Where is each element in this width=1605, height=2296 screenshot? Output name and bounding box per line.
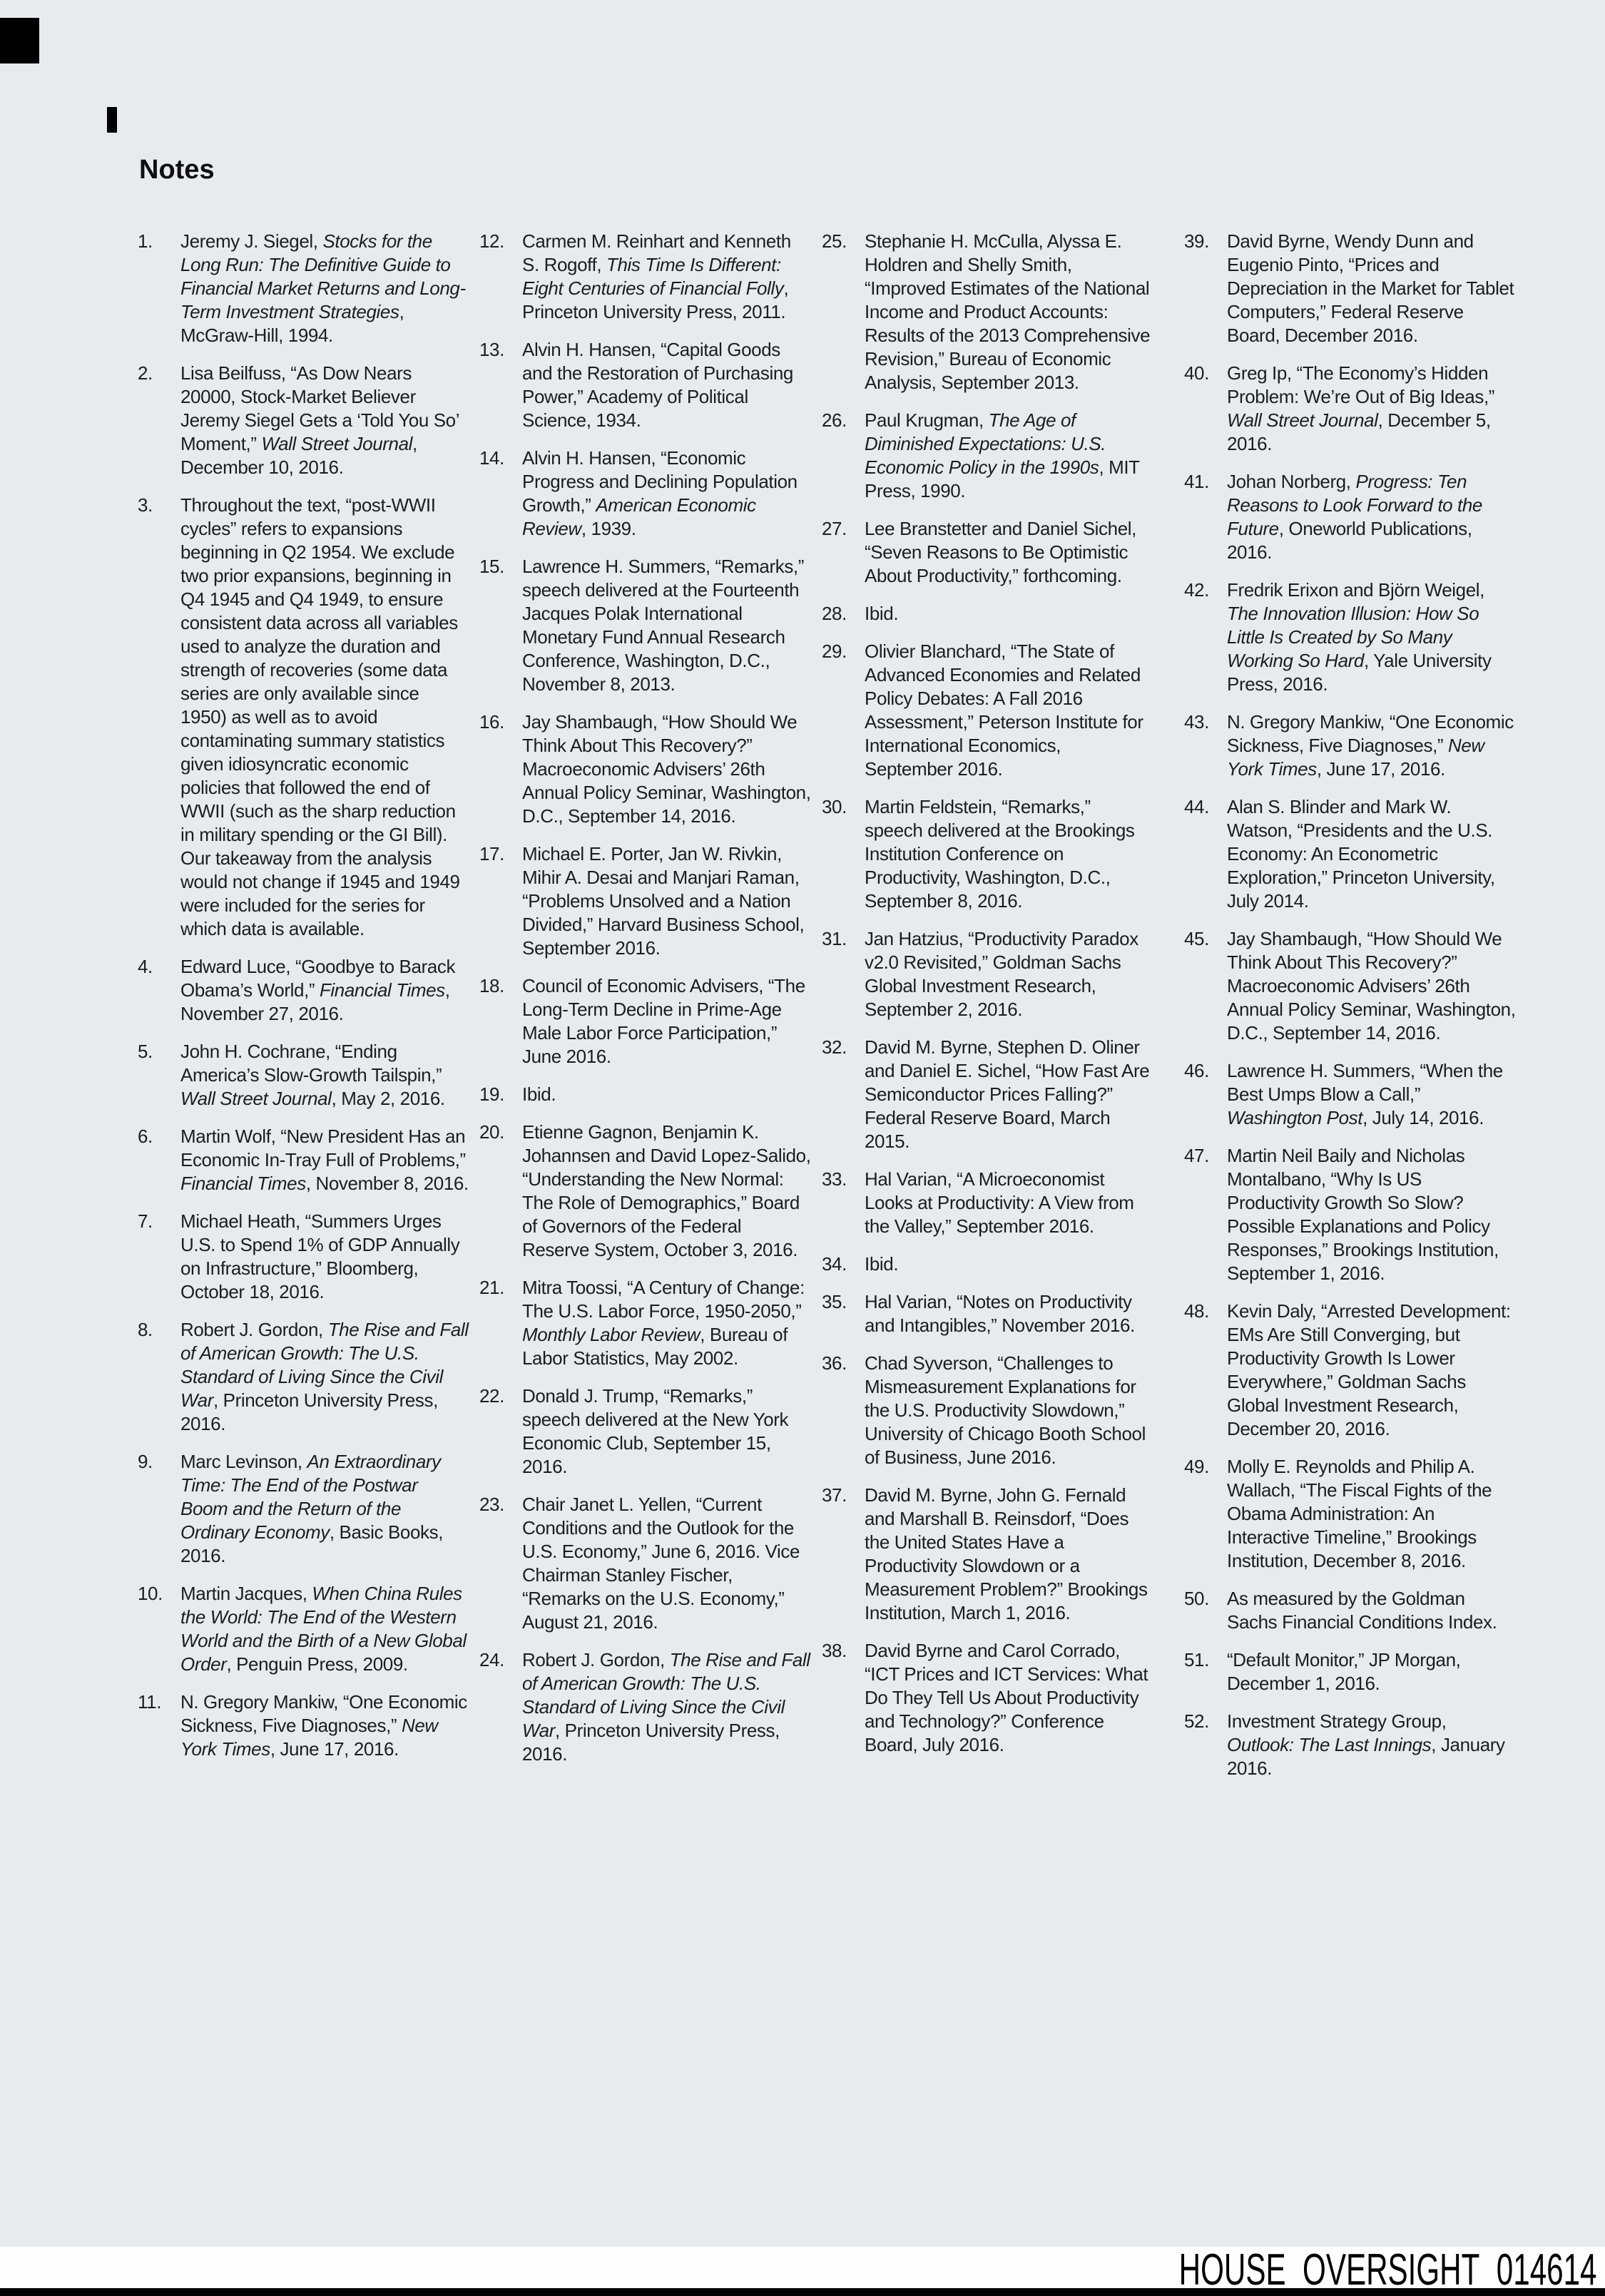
note-number: 25. — [822, 230, 847, 252]
note-item — [1184, 470, 1519, 564]
note-item — [138, 230, 473, 347]
note-item — [822, 409, 1157, 503]
note-item — [138, 955, 473, 1026]
note-text: Jan Hatzius, “Productivity Paradox v2.0 Revisited,” Goldman Sachs Global Investment Research, September 2, 2016. — [865, 928, 1138, 1020]
note-text: As measured by the Goldman Sachs Financial Conditions Index. — [1227, 1588, 1497, 1633]
note-item — [1184, 795, 1519, 913]
note-number: 14. — [479, 447, 504, 469]
note-number: 20. — [479, 1121, 504, 1143]
note-text: Stephanie H. McCulla, Alyssa E. Holdren and Shelly Smith, “Improved Estimates of the National Income and Product Accounts: Results of the 2013 Comprehensive Revision,” Bureau of Economic Analysis, September 2013. — [865, 230, 1151, 393]
note-number: 4. — [138, 956, 153, 977]
note-text: Fredrik Erixon and Björn Weigel, The Innovation Illusion: How So Little Is Created by So Many Working So Hard, Yale University Press, 2016. — [1227, 579, 1492, 695]
note-item — [1184, 1300, 1519, 1441]
note-item — [1184, 1144, 1519, 1285]
note-text: Martin Wolf, “New President Has an Economic In-Tray Full of Problems,” Financial Times, November 8, 2016. — [180, 1126, 469, 1194]
note-number: 40. — [1184, 362, 1209, 384]
note-text: Donald J. Trump, “Remarks,” speech delivered at the New York Economic Club, September 15, 2016. — [522, 1385, 789, 1477]
note-text: Alvin H. Hansen, “Economic Progress and Declining Population Growth,” American Economic Review, 1939. — [522, 447, 798, 539]
note-item — [138, 1690, 473, 1761]
note-item — [479, 1276, 815, 1370]
note-number: 35. — [822, 1291, 847, 1312]
note-item — [1184, 1710, 1519, 1780]
note-text: Lisa Beilfuss, “As Dow Nears 20000, Stock-Market Believer Jeremy Siegel Gets a ‘Told You So’ Moment,” Wall Street Journal, December 10, 2016. — [180, 362, 459, 478]
note-number: 44. — [1184, 796, 1209, 817]
note-text: Michael E. Porter, Jan W. Rivkin, Mihir A. Desai and Manjari Raman, “Problems Unsolved and a Nation Divided,” Harvard Business School, September 2016. — [522, 843, 805, 959]
note-number: 11. — [138, 1691, 162, 1713]
note-text: Investment Strategy Group, Outlook: The Last Innings, January 2016. — [1227, 1710, 1505, 1779]
note-text: Hal Varian, “A Microeconomist Looks at Productivity: A View from the Valley,” September 2016. — [865, 1168, 1134, 1237]
note-number: 32. — [822, 1036, 847, 1058]
document-id: HOUSE_OVERSIGHT_014614 — [1178, 2245, 1596, 2295]
note-number: 16. — [479, 711, 504, 733]
note-number: 33. — [822, 1168, 847, 1190]
note-item — [822, 230, 1157, 394]
note-item — [1184, 1648, 1519, 1695]
note-text: Greg Ip, “The Economy’s Hidden Problem: We’re Out of Big Ideas,” Wall Street Journal, December 5, 2016. — [1227, 362, 1495, 454]
note-text: David Byrne and Carol Corrado, “ICT Prices and ICT Services: What Do They Tell Us About Productivity and Technology?” Conference Board, July 2016. — [865, 1640, 1148, 1755]
note-number: 34. — [822, 1253, 847, 1275]
note-text: “Default Monitor,” JP Morgan, December 1, 2016. — [1227, 1649, 1461, 1694]
note-number: 10. — [138, 1583, 163, 1604]
note-item — [479, 974, 815, 1068]
note-item — [822, 795, 1157, 913]
note-number: 26. — [822, 409, 847, 431]
note-item — [479, 1648, 815, 1766]
note-number: 24. — [479, 1649, 504, 1670]
note-text: N. Gregory Mankiw, “One Economic Sickness, Five Diagnoses,” New York Times, June 17, 2016. — [180, 1691, 467, 1760]
note-number: 45. — [1184, 928, 1209, 949]
note-number: 39. — [1184, 230, 1209, 252]
note-item — [479, 1121, 815, 1262]
note-number: 27. — [822, 518, 847, 539]
note-number: 15. — [479, 556, 504, 577]
note-number: 1. — [138, 230, 153, 252]
note-number: 46. — [1184, 1060, 1209, 1081]
note-item — [822, 1352, 1157, 1469]
note-text: Michael Heath, “Summers Urges U.S. to Spend 1% of GDP Annually on Infrastructure,” Bloomberg, October 18, 2016. — [180, 1210, 460, 1302]
note-text: Alan S. Blinder and Mark W. Watson, “Presidents and the U.S. Economy: An Econometric Exploration,” Princeton University, July 2014. — [1227, 796, 1495, 912]
note-item — [822, 927, 1157, 1021]
note-number: 42. — [1184, 579, 1209, 601]
note-item — [479, 1384, 815, 1479]
note-text: Jay Shambaugh, “How Should We Think About This Recovery?” Macroeconomic Advisers’ 26th Annual Policy Seminar, Washington, D.C., September 14, 2016. — [1227, 928, 1516, 1044]
note-text: Council of Economic Advisers, “The Long-Term Decline in Prime-Age Male Labor Force Participation,” June 2016. — [522, 975, 805, 1067]
note-item — [1184, 1455, 1519, 1573]
note-number: 41. — [1184, 471, 1209, 492]
note-item — [138, 1582, 473, 1676]
note-text: Throughout the text, “post-WWII cycles” refers to expansions beginning in Q2 1954. We exclude two prior expansions, beginning in Q4 1945 and Q4 1949, to ensure consistent data across all variables used to analyze the duration and strength of recoveries (some data series are only available since 1950) as well as to avoid contaminating summary statistics given idiosyncratic economic policies that followed the end of WWII (such as the sharp reduction in military spending or the GI Bill). Our takeaway from the analysis would not change if 1945 and 1949 were included for the series for which data is available. — [180, 494, 460, 939]
note-text: Carmen M. Reinhart and Kenneth S. Rogoff, This Time Is Different: Eight Centuries of Financial Folly, Princeton University Press, 2011. — [522, 230, 791, 322]
note-number: 2. — [138, 362, 153, 384]
note-number: 50. — [1184, 1588, 1209, 1609]
note-item — [479, 1083, 815, 1106]
note-item — [1184, 230, 1519, 347]
note-item — [138, 1210, 473, 1304]
note-item — [822, 1639, 1157, 1757]
note-item — [479, 1493, 815, 1634]
note-number: 36. — [822, 1352, 847, 1374]
note-text: Edward Luce, “Goodbye to Barack Obama’s World,” Financial Times, November 27, 2016. — [180, 956, 456, 1024]
note-number: 31. — [822, 928, 847, 949]
note-item — [1184, 710, 1519, 781]
note-number: 18. — [479, 975, 504, 996]
note-text: Paul Krugman, The Age of Diminished Expectations: U.S. Economic Policy in the 1990s, MIT Press, 1990. — [865, 409, 1140, 501]
note-item — [479, 447, 815, 541]
note-number: 6. — [138, 1126, 153, 1147]
note-item — [1184, 362, 1519, 456]
note-item — [138, 362, 473, 479]
note-text: Kevin Daly, “Arrested Development: EMs Are Still Converging, but Productivity Growth Is Lower Everywhere,” Goldman Sachs Global Investment Research, December 20, 2016. — [1227, 1300, 1511, 1439]
notes-column-2 — [479, 230, 815, 1780]
note-text: Jay Shambaugh, “How Should We Think About This Recovery?” Macroeconomic Advisers’ 26th Annual Policy Seminar, Washington, D.C., September 14, 2016. — [522, 711, 811, 827]
note-text: Martin Neil Baily and Nicholas Montalbano, “Why Is US Productivity Growth So Slow? Possible Explanations and Policy Responses,” Brookings Institution, September 1, 2016. — [1227, 1145, 1499, 1284]
note-number: 19. — [479, 1083, 504, 1105]
notes-column-4 — [1184, 230, 1519, 1795]
note-number: 9. — [138, 1451, 153, 1472]
note-item — [138, 1125, 473, 1195]
page-title: Notes — [139, 155, 215, 185]
note-text: Martin Feldstein, “Remarks,” speech delivered at the Brookings Institution Conference on Productivity, Washington, D.C., September 8, 2016. — [865, 796, 1135, 912]
note-number: 5. — [138, 1041, 153, 1062]
note-text: Ibid. — [522, 1083, 556, 1105]
note-number: 51. — [1184, 1649, 1209, 1670]
note-number: 49. — [1184, 1456, 1209, 1477]
note-number: 37. — [822, 1484, 847, 1506]
note-item — [479, 555, 815, 696]
note-number: 22. — [479, 1385, 504, 1407]
note-item — [822, 640, 1157, 781]
note-item — [479, 230, 815, 324]
scan-artifact-mark — [0, 18, 39, 63]
note-text: Robert J. Gordon, The Rise and Fall of American Growth: The U.S. Standard of Living Since the Civil War, Princeton University Press, 2016. — [180, 1319, 469, 1434]
note-text: Robert J. Gordon, The Rise and Fall of American Growth: The U.S. Standard of Living Since the Civil War, Princeton University Press, 2016. — [522, 1649, 810, 1765]
note-text: David M. Byrne, John G. Fernald and Marshall B. Reinsdorf, “Does the United States Have a Productivity Slowdown or a Measurement Problem?” Brookings Institution, March 1, 2016. — [865, 1484, 1148, 1623]
note-text: Olivier Blanchard, “The State of Advanced Economies and Related Policy Debates: A Fall 2016 Assessment,” Peterson Institute for International Economics, September 2016. — [865, 641, 1143, 780]
note-item — [822, 517, 1157, 588]
note-item — [138, 1450, 473, 1568]
note-text: Jeremy J. Siegel, Stocks for the Long Run: The Definitive Guide to Financial Market Returns and Long-Term Investment Strategies, McGraw-Hill, 1994. — [180, 230, 466, 346]
note-text: Lawrence H. Summers, “Remarks,” speech delivered at the Fourteenth Jacques Polak International Monetary Fund Annual Research Conference, Washington, D.C., November 8, 2013. — [522, 556, 805, 695]
note-text: Johan Norberg, Progress: Ten Reasons to Look Forward to the Future, Oneworld Publications, 2016. — [1227, 471, 1482, 563]
note-number: 30. — [822, 796, 847, 817]
note-item — [479, 338, 815, 432]
note-number: 23. — [479, 1494, 504, 1515]
note-item — [1184, 1059, 1519, 1130]
note-number: 17. — [479, 843, 504, 864]
note-number: 8. — [138, 1319, 153, 1340]
note-text: Lawrence H. Summers, “When the Best Umps Blow a Call,” Washington Post, July 14, 2016. — [1227, 1060, 1503, 1128]
note-number: 29. — [822, 641, 847, 662]
note-text: David M. Byrne, Stephen D. Oliner and Daniel E. Sichel, “How Fast Are Semiconductor Prices Falling?” Federal Reserve Board, March 2015. — [865, 1036, 1150, 1152]
note-number: 47. — [1184, 1145, 1209, 1166]
note-item — [1184, 1587, 1519, 1634]
note-text: Alvin H. Hansen, “Capital Goods and the Restoration of Purchasing Power,” Academy of Political Science, 1934. — [522, 339, 793, 431]
note-number: 28. — [822, 603, 847, 624]
note-number: 52. — [1184, 1710, 1209, 1732]
note-text: Molly E. Reynolds and Philip A. Wallach, “The Fiscal Fights of the Obama Administration: An Interactive Timeline,” Brookings Institution, December 8, 2016. — [1227, 1456, 1492, 1571]
note-text: Etienne Gagnon, Benjamin K. Johannsen and David Lopez-Salido, “Understanding the New Normal: The Role of Demographics,” Board of Governors of the Federal Reserve System, October 3, 2016. — [522, 1121, 811, 1260]
notes-column-3 — [822, 230, 1157, 1771]
note-text: John H. Cochrane, “Ending America’s Slow-Growth Tailspin,” Wall Street Journal, May 2, 2016. — [180, 1041, 445, 1109]
note-item — [822, 1252, 1157, 1276]
note-text: Ibid. — [865, 1253, 899, 1275]
note-number: 3. — [138, 494, 153, 516]
note-item — [1184, 578, 1519, 696]
note-item — [1184, 927, 1519, 1045]
note-text: Mitra Toossi, “A Century of Change: The U.S. Labor Force, 1950-2050,” Monthly Labor Review, Bureau of Labor Statistics, May 2002. — [522, 1277, 805, 1369]
note-text: David Byrne, Wendy Dunn and Eugenio Pinto, “Prices and Depreciation in the Market for Tablet Computers,” Federal Reserve Board, December 2016. — [1227, 230, 1514, 346]
note-text: N. Gregory Mankiw, “One Economic Sickness, Five Diagnoses,” New York Times, June 17, 2016. — [1227, 711, 1514, 780]
scan-artifact-speck — [107, 107, 117, 133]
notes-column-1 — [138, 230, 473, 1775]
note-item — [822, 1168, 1157, 1238]
note-text: Chad Syverson, “Challenges to Mismeasurement Explanations for the U.S. Productivity Slowdown,” University of Chicago Booth School of Business, June 2016. — [865, 1352, 1146, 1468]
note-text: Ibid. — [865, 603, 899, 624]
note-number: 48. — [1184, 1300, 1209, 1322]
note-number: 12. — [479, 230, 504, 252]
note-text: Marc Levinson, An Extraordinary Time: The End of the Postwar Boom and the Return of the Ordinary Economy, Basic Books, 2016. — [180, 1451, 444, 1566]
note-item — [822, 1484, 1157, 1625]
note-number: 38. — [822, 1640, 847, 1661]
note-text: Martin Jacques, When China Rules the World: The End of the Western World and the Birth of a New Global Order, Penguin Press, 2009. — [180, 1583, 467, 1675]
note-text: Chair Janet L. Yellen, “Current Conditions and the Outlook for the U.S. Economy,” June 6, 2016. Vice Chairman Stanley Fischer, “Remarks on the U.S. Economy,” August 21, 2016. — [522, 1494, 800, 1633]
note-item — [138, 494, 473, 941]
note-item — [479, 710, 815, 828]
note-item — [822, 1290, 1157, 1337]
note-number: 7. — [138, 1210, 153, 1232]
note-text: Hal Varian, “Notes on Productivity and Intangibles,” November 2016. — [865, 1291, 1135, 1336]
note-item — [138, 1040, 473, 1111]
note-number: 43. — [1184, 711, 1209, 733]
note-item — [822, 1036, 1157, 1153]
note-item — [479, 842, 815, 960]
note-text: Lee Branstetter and Daniel Sichel, “Seven Reasons to Be Optimistic About Productivity,” forthcoming. — [865, 518, 1136, 586]
note-number: 13. — [479, 339, 504, 360]
note-item — [138, 1318, 473, 1436]
note-item — [822, 602, 1157, 626]
note-number: 21. — [479, 1277, 504, 1298]
